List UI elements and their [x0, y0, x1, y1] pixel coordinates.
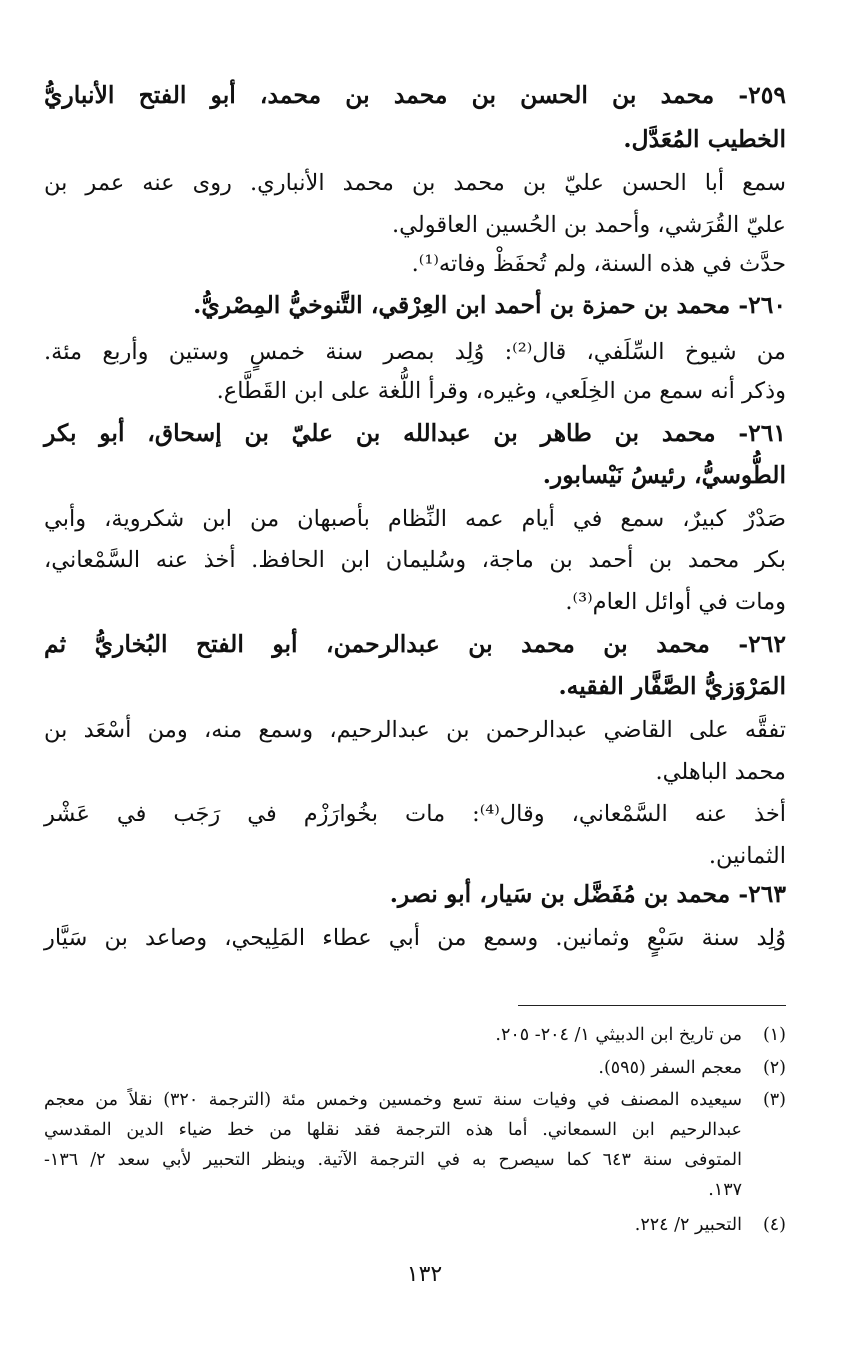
footnote-2: [44, 1055, 786, 1081]
footnote-1: [44, 1022, 786, 1048]
entry-259-heading: ٢٥٩- محمد بن الحسن بن محمد بن محمد، أبو الفتح الأنباريُّ: [44, 81, 786, 109]
entry-259-body: سمع أبا الحسن عليّ بن محمد بن محمد الأنباري. روى عنه عمر بن: [44, 170, 786, 196]
footnote-number: (٤): [762, 1215, 786, 1235]
entry-259-heading-cont: الخطيب المُعَدَّل.: [623, 125, 786, 153]
footnote-text: عبدالرحيم ابن السمعاني. أما هذه الترجمة فقد نقلها من خط ضياء الدين المقدسي: [44, 1120, 742, 1140]
footnote-text: ١٣٧.: [708, 1180, 742, 1200]
entry-260-body: من شيوخ السِّلَفي، قال⁽²⁾: وُلِد بمصر سنة خمسٍ وستين وأربع مئة.: [44, 339, 786, 365]
entry-261-body: صَدْرٌ كبيرٌ، سمع في أيام عمه النِّظام بأصبهان من ابن شكروية، وأبي: [44, 506, 786, 532]
footnote-number: (١): [762, 1025, 786, 1045]
footnote-4: [44, 1212, 786, 1238]
entry-259-body: حدَّث في هذه السنة، ولم تُحفَظْ وفاته⁽¹⁾.: [411, 251, 786, 277]
footnote-3-cont: [44, 1147, 786, 1173]
entry-262-body: محمد الباهلي.: [655, 759, 786, 785]
footnote-text: سيعيده المصنف في وفيات سنة تسع وخمسين وخمس مئة (الترجمة ٣٢٠) نقلاً من معجم: [44, 1090, 742, 1110]
footnote-number: (٣): [762, 1090, 786, 1110]
entry-262-heading-cont: المَرْوَزيُّ الصَّفَّار الفقيه.: [558, 672, 786, 700]
entry-262-body: تفقَّه على القاضي عبدالرحمن بن عبدالرحيم، وسمع منه، ومن أسْعَد بن: [44, 717, 786, 743]
footnote-3: [44, 1087, 786, 1113]
entry-260-body: وذكر أنه سمع من الخِلَعي، وغيره، وقرأ اللُّغة على ابن القَطَّاع.: [216, 378, 786, 404]
entry-259-body: عليّ القُرَشي، وأحمد بن الحُسين العاقولي.: [392, 212, 786, 238]
entry-261-body: ومات في أوائل العام⁽³⁾.: [565, 589, 786, 615]
entry-262-body: الثمانين.: [708, 843, 786, 869]
footnote-text: معجم السفر (٥٩٥).: [598, 1058, 742, 1078]
footnote-number: (٢): [762, 1058, 786, 1078]
footnote-text: من تاريخ ابن الدبيثي ١/ ٢٠٤- ٢٠٥.: [495, 1025, 742, 1045]
entry-261-heading-cont: الطُّوسيُّ، رئيسُ نَيْسابور.: [542, 461, 786, 489]
footnote-text: التحبير ٢/ ٢٢٤.: [634, 1215, 742, 1235]
footnote-text: المتوفى سنة ٦٤٣ كما سيصرح به في الترجمة الآتية. وينظر التحبير لأبي سعد ٢/ ١٣٦-: [44, 1150, 742, 1170]
entry-263-body: وُلِد سنة سَبْعٍ وثمانين. وسمع من أبي عطاء المَلِيحي، وصاعد بن سَيَّار: [44, 925, 786, 951]
page-number: ١٣٢: [406, 1262, 443, 1287]
footnote-3-cont: [44, 1117, 786, 1143]
footnote-3-cont: [44, 1177, 786, 1203]
entry-260-heading: ٢٦٠- محمد بن حمزة بن أحمد ابن العِرْقي، التَّنوخيُّ المِصْريُّ.: [193, 291, 786, 319]
entry-262-heading: ٢٦٢- محمد بن محمد بن عبدالرحمن، أبو الفتح البُخاريُّ ثم: [44, 630, 786, 658]
footnote-separator: [518, 1005, 786, 1006]
entry-261-heading: ٢٦١- محمد بن طاهر بن عبدالله بن عليّ بن إسحاق، أبو بكر: [44, 419, 786, 447]
entry-263-heading: ٢٦٣- محمد بن مُفَضَّل بن سَيار، أبو نصر.: [389, 880, 786, 908]
entry-262-body: أخذ عنه السَّمْعاني، وقال⁽⁴⁾: مات بخُوارَزْم في رَجَب في عَشْر: [44, 801, 786, 827]
entry-261-body: بكر محمد بن أحمد بن ماجة، وسُليمان ابن الحافظ. أخذ عنه السَّمْعاني،: [44, 547, 786, 573]
